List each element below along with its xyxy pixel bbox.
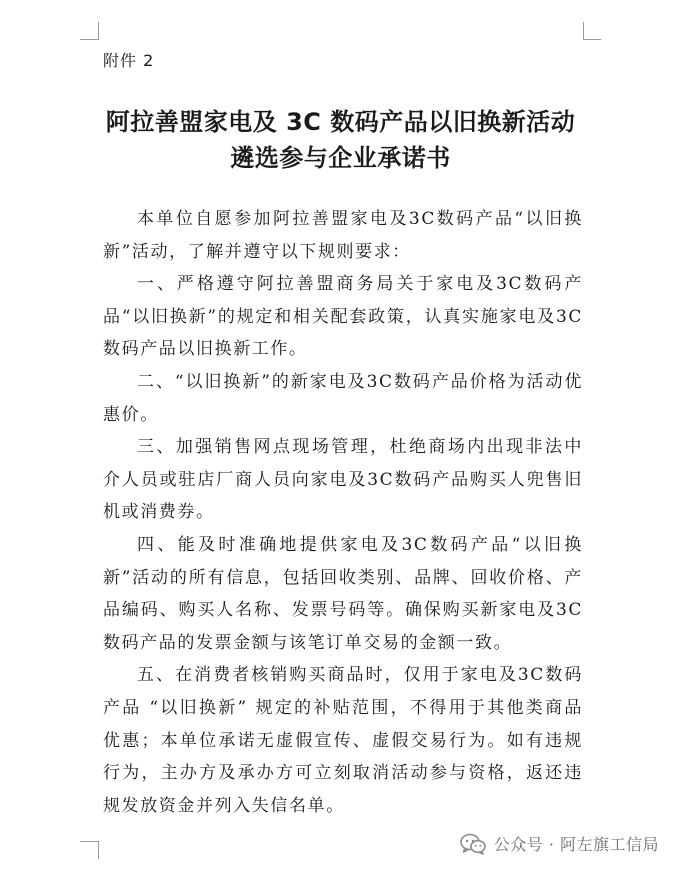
wechat-watermark <box>460 832 659 855</box>
crop-mark-bottom-left-h <box>80 841 98 842</box>
document-title-line-2: 遴选参与企业承诺书 <box>230 144 451 172</box>
crop-mark-top-left-v <box>98 22 99 40</box>
paragraph-item-4: 四、能及时准确地提供家电及3C数码产品“以旧换新”活动的所有信息，包括回收类别、品牌、回收价格、产品编码、购买人名称、发票号码等。确保购买新家电及3C数码产品的发票金额与该笔订单交易的金额一致。 <box>103 534 583 653</box>
crop-mark-bottom-left-v <box>98 841 99 859</box>
crop-mark-top-right-h <box>583 39 601 40</box>
paragraph-item-3: 三、加强销售网点现场管理，杜绝商场内出现非法中介人员或驻店厂商人员向家电及3C数码产品购买人兜售旧机或消费券。 <box>103 437 583 523</box>
paragraph-item-5: 五、在消费者核销购买商品时，仅用于家电及3C数码产品 “以旧换新” 规定的补贴范围，不得用于其他类商品优惠；本单位承诺无虚假宣传、虚假交易行为。如有违规行为，主办方及承办方可立刻取消活动参与资格，返还违规发放资金并列入失信名单。 <box>103 665 583 816</box>
document-title-line-1: 阿拉善盟家电及 3C 数码产品以旧换新活动 <box>105 108 576 136</box>
paragraph-intro: 本单位自愿参加阿拉善盟家电及3C数码产品“以旧换新”活动，了解并遵守以下规则要求： <box>103 209 583 262</box>
document-body <box>103 203 583 822</box>
watermark-text: 公众号 · 阿左旗工信局 <box>493 835 659 854</box>
crop-mark-top-right-v <box>583 22 584 40</box>
crop-mark-top-left-h <box>80 39 98 40</box>
paragraph-item-1: 一、严格遵守阿拉善盟商务局关于家电及3C数码产品“以旧换新”的规定和相关配套政策，认真实施家电及3C数码产品以旧换新工作。 <box>103 274 583 360</box>
wechat-icon <box>460 833 486 855</box>
attachment-label: 附件 2 <box>103 51 155 70</box>
paragraph-item-2: 二、“以旧换新”的新家电及3C数码产品价格为活动优惠价。 <box>103 371 583 425</box>
